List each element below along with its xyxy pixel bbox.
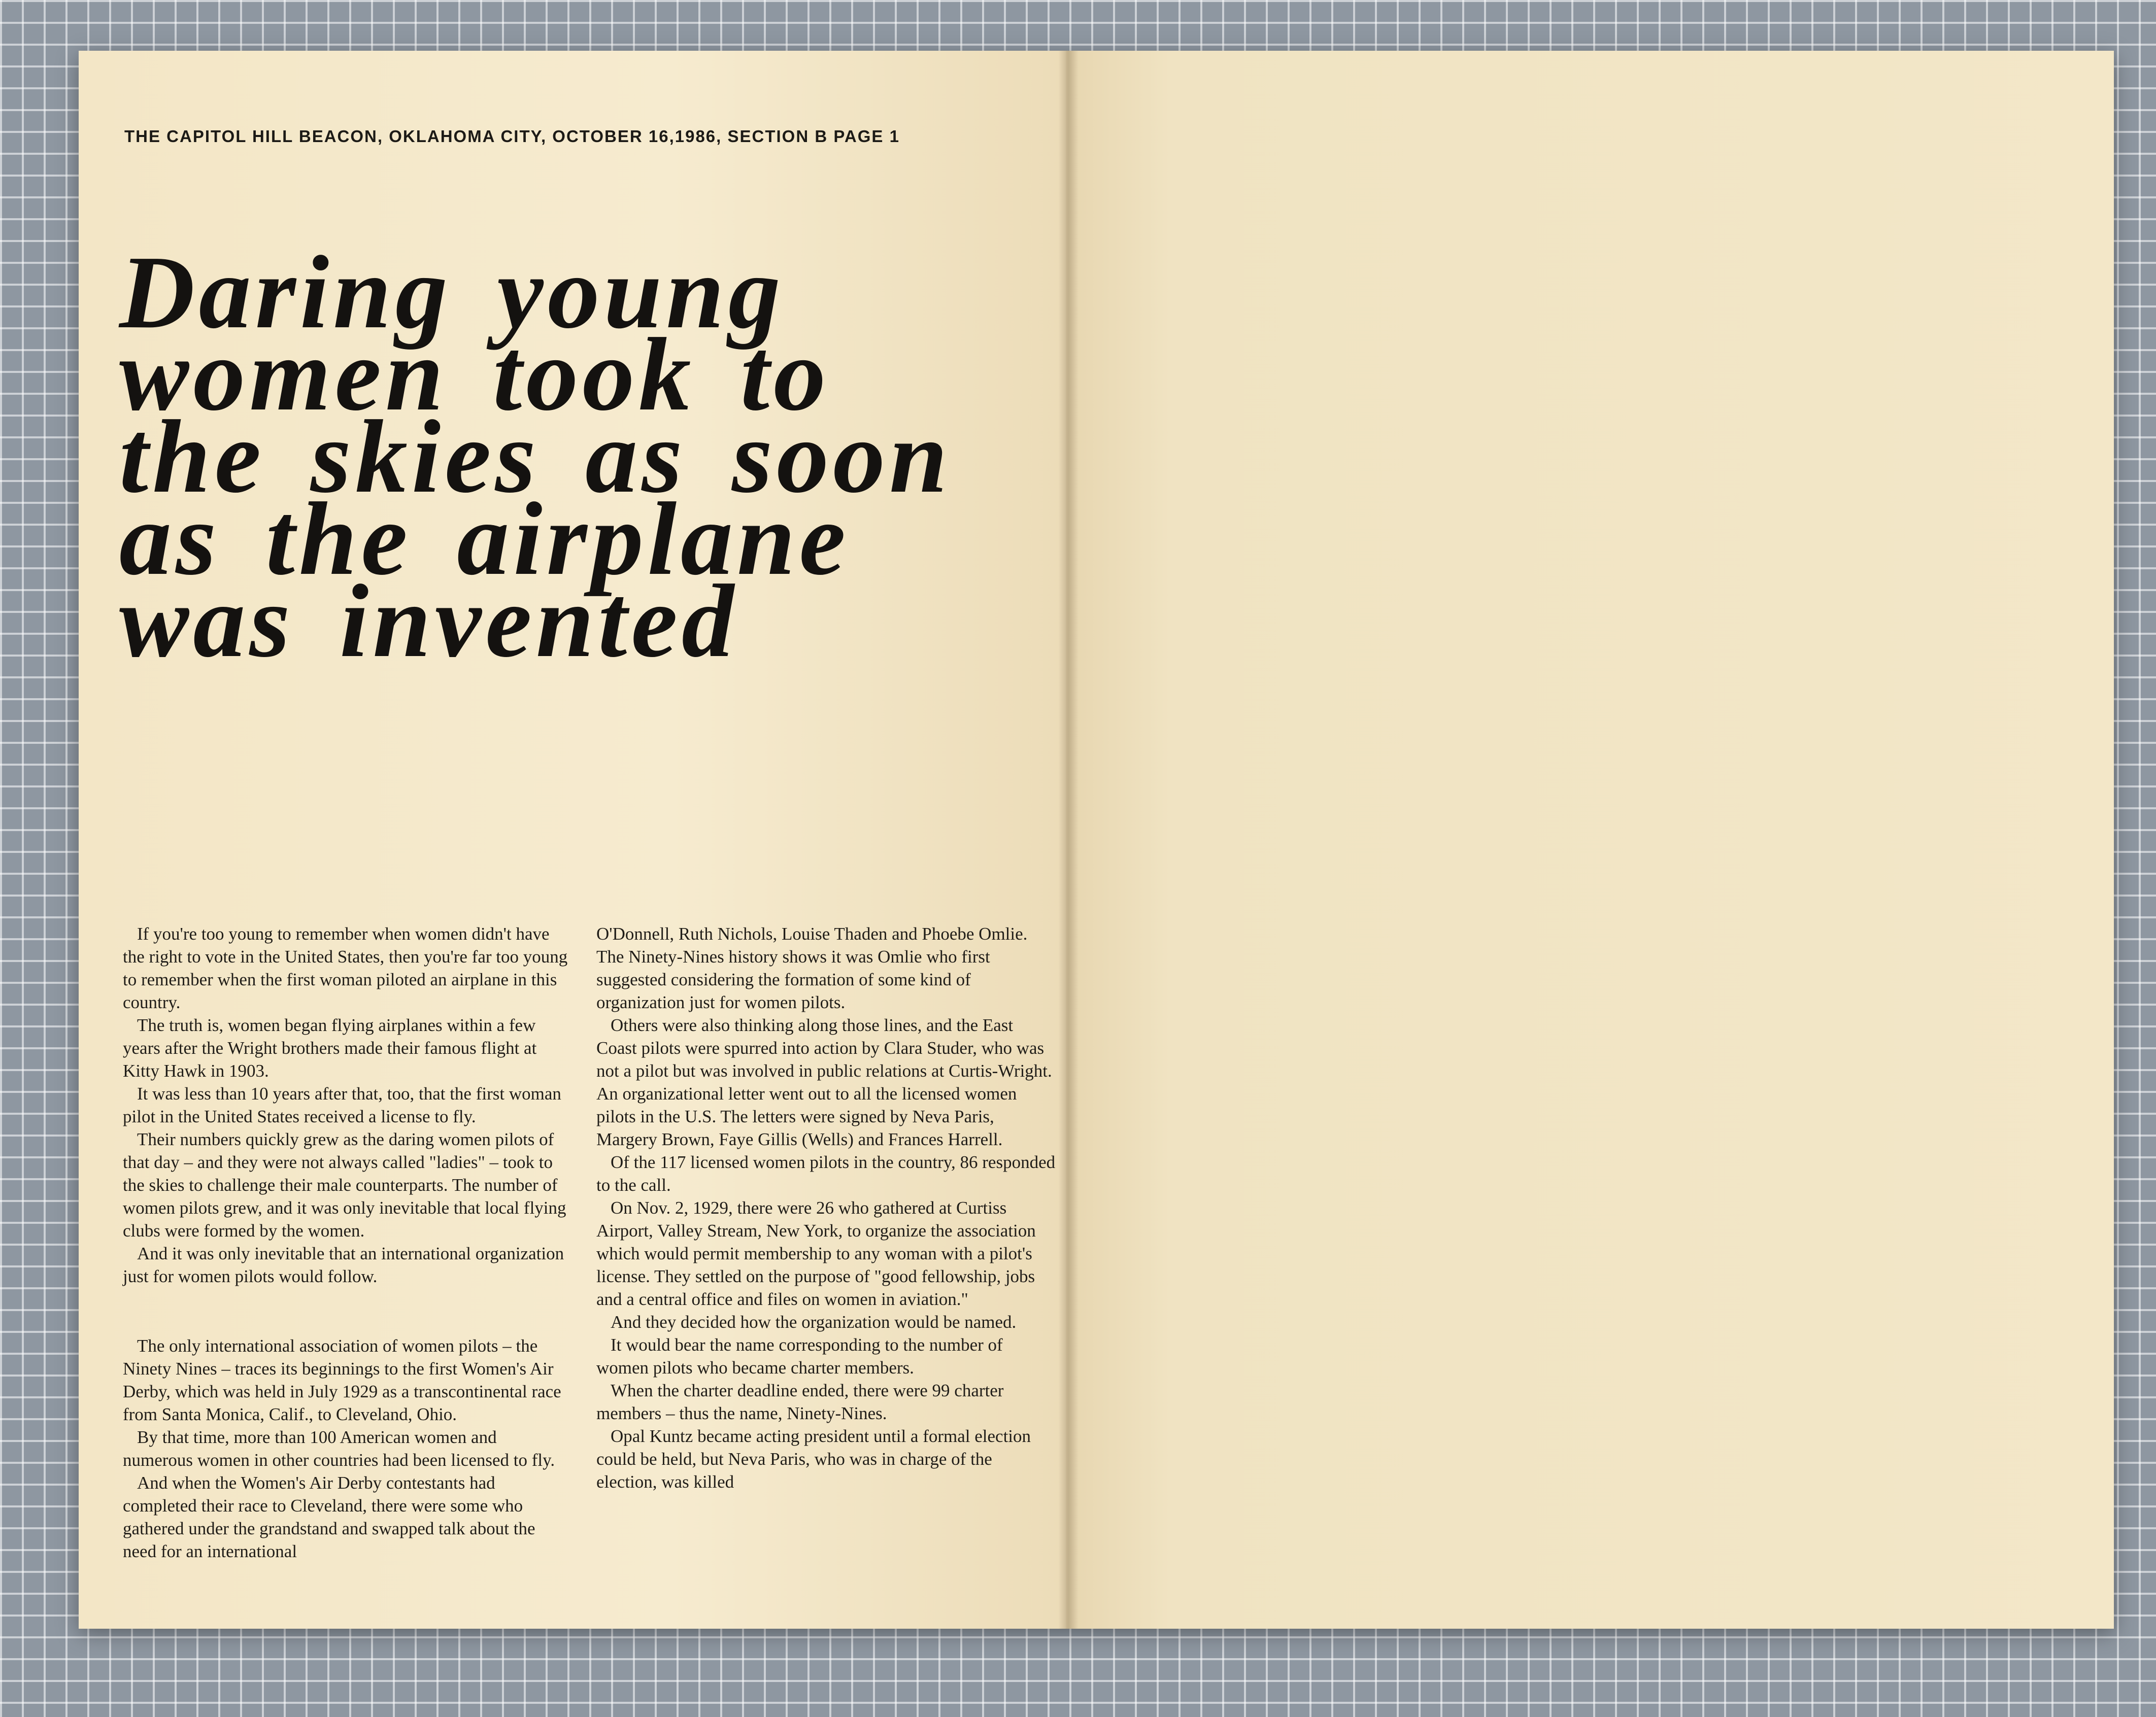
page-fold (1058, 51, 1079, 1629)
paragraph: And it was only inevitable that an international organization just for women pilots would follow. (123, 1244, 564, 1286)
section-gap (123, 1288, 569, 1334)
headline-line-1: Daring young (119, 234, 785, 350)
paragraph: Opal Kuntz became acting president until a formal election could be held, but Neva Paris, who was in charge of the election, was killed (596, 1426, 1031, 1492)
article-column-1 (123, 922, 569, 1563)
paragraph: O'Donnell, Ruth Nichols, Louise Thaden and Phoebe Omlie. The Ninety-Nines history shows it was Omlie who first suggested considering the formation of some kind of organization just for women pilots. (596, 924, 1028, 1012)
paragraph: The only international association of women pilots – the Ninety Nines – traces its beginnings to the first Women's Air Derby, which was held in July 1929 as a transcontinental race from Santa Monica, Calif., to Cleveland, Ohio. (123, 1336, 561, 1424)
newspaper-spread (79, 51, 2114, 1629)
paragraph: If you're too young to remember when women didn't have the right to vote in the United States, then you're far too young to remember when the first woman piloted an airplane in this country. (123, 924, 568, 1012)
headline-line-2: women took to (119, 316, 830, 432)
paragraph: Of the 117 licensed women pilots in the country, 86 responded to the call. (596, 1152, 1056, 1195)
paragraph: By that time, more than 100 American women and numerous women in other countries had been licensed to fly. (123, 1427, 555, 1470)
headline (119, 234, 1066, 679)
paragraph: The truth is, women began flying airplanes within a few years after the Wright brothers made their famous flight at Kitty Hawk in 1903. (123, 1015, 537, 1081)
headline-line-4: as the airplane (119, 480, 850, 597)
article-column-2 (596, 922, 1056, 1577)
paragraph: On Nov. 2, 1929, there were 26 who gathered at Curtiss Airport, Valley Stream, New York, to organize the association which would permit membership to any woman with a pilot's license. They settled on the purpose of "good fellowship, jobs and a central office and files on women in aviation." (596, 1198, 1036, 1309)
paragraph: Others were also thinking along those lines, and the East Coast pilots were spurred into action by Clara Studer, who was not a pilot but was involved in public relations at Curtis-Wright. An organizational letter went out to all the licensed women pilots in the U.S. The letters were signed by Neva Paris, Margery Brown, Faye Gillis (Wells) and Frances Harrell. (596, 1015, 1052, 1149)
running-head: THE CAPITOL HILL BEACON, OKLAHOMA CITY, OCTOBER 16,1986, SECTION B PAGE 1 (124, 127, 900, 146)
paragraph: It was less than 10 years after that, too, that the first woman pilot in the United States received a license to fly. (123, 1084, 561, 1126)
right-page (1066, 51, 2114, 1629)
headline-line-3: the skies as soon (119, 398, 952, 514)
left-page (79, 51, 1066, 1629)
paragraph: Their numbers quickly grew as the daring women pilots of that day – and they were not always called "ladies" – took to the skies to challenge their male counterparts. The number of women pilots grew, and it was only inevitable that local flying clubs were formed by the women. (123, 1129, 566, 1241)
paragraph: It would bear the name corresponding to the number of women pilots who became charter members. (596, 1335, 1003, 1378)
paragraph: When the charter deadline ended, there were 99 charter members – thus the name, Ninety-Nines. (596, 1381, 1004, 1423)
paragraph: And when the Women's Air Derby contestants had completed their race to Cleveland, there were some who gathered under the grandstand and swapped talk about the need for an international (123, 1473, 535, 1561)
paragraph: And they decided how the organization would be named. (611, 1312, 1017, 1332)
headline-line-5: was invented (119, 563, 738, 679)
